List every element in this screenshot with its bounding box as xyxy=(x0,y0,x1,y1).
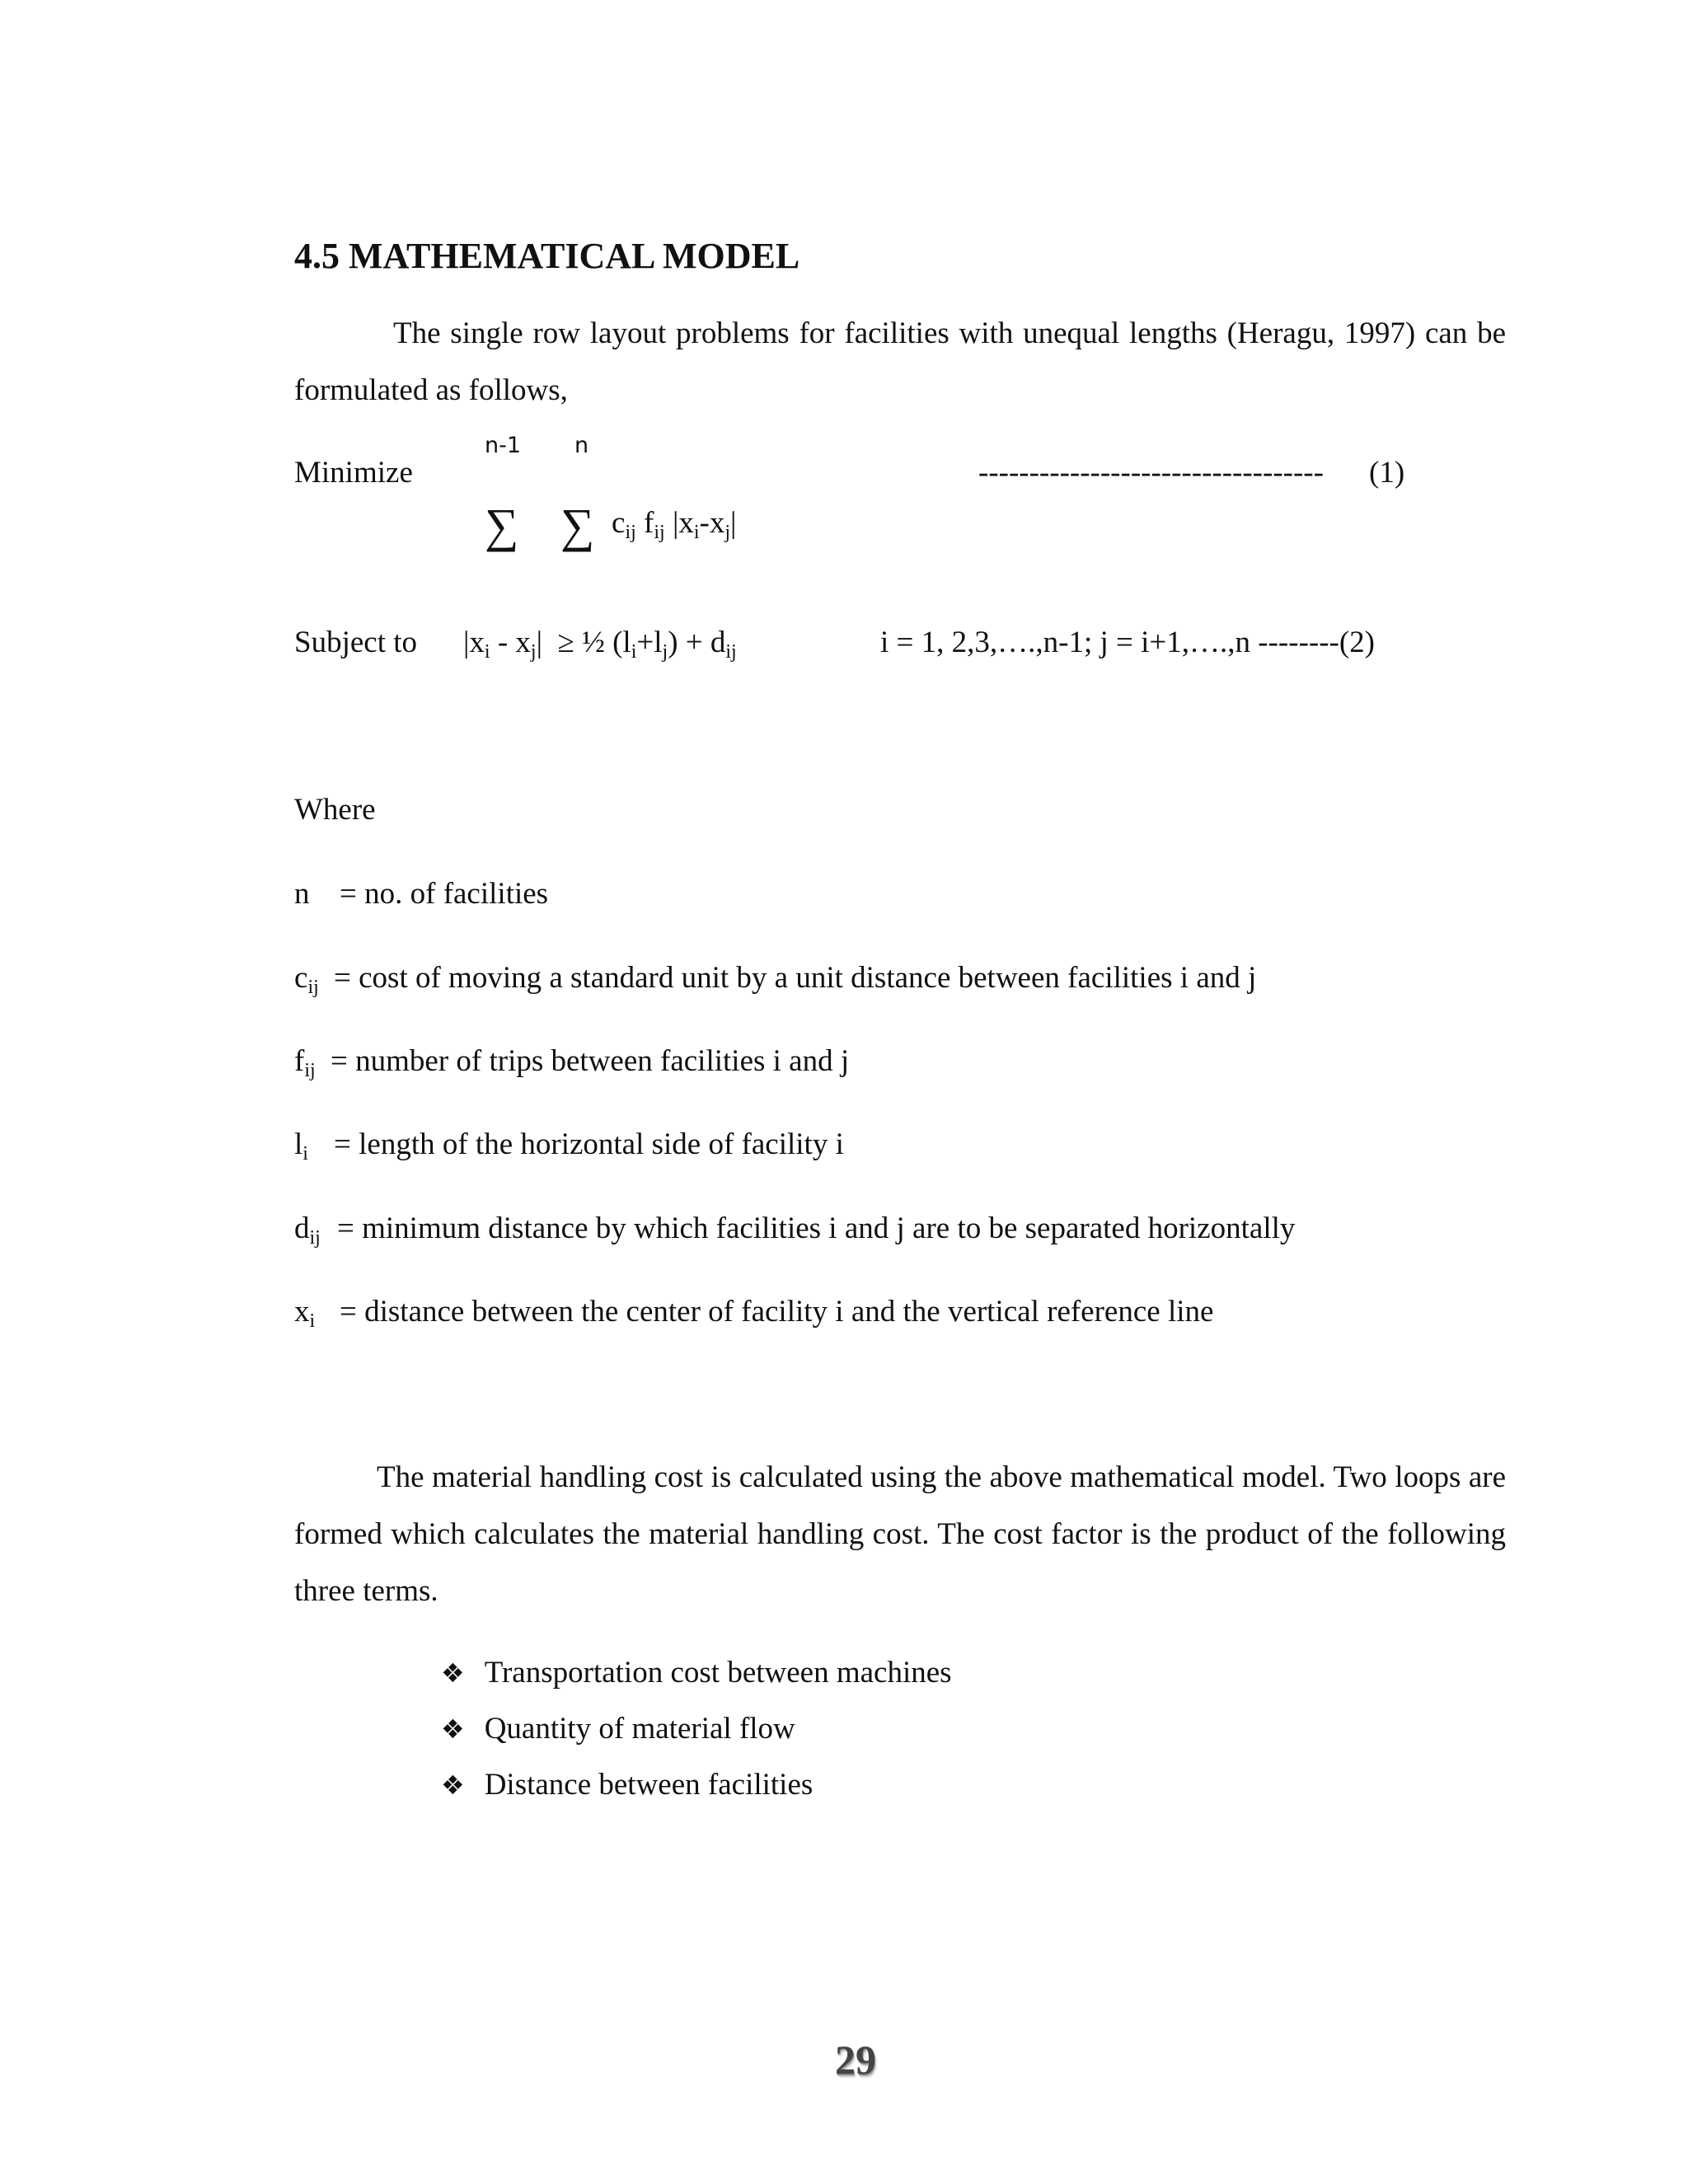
definition-c: $c_{ij} = \cos t$ of moving a standard unit by a unit distance between facilities i and j xyxy=(294,961,1257,998)
intro-text: The single row layout problems for facilities with unequal lengths (Heragu, 1997) can be formulated as follows, xyxy=(294,316,1506,407)
where-label: Where xyxy=(294,793,376,827)
inner-sum-upper-limit: n xyxy=(574,433,589,458)
definition-l: $l_i$ = length of the horizontal side of facility i xyxy=(294,1127,844,1165)
diamond-bullet-icon: ❖ xyxy=(441,1657,465,1689)
inner-sum-symbol: ∑ xyxy=(560,499,595,552)
outer-sum-upper-limit: n-1 xyxy=(485,433,522,458)
bullet-item: ❖ Distance between facilities xyxy=(441,1768,814,1802)
intro-paragraph xyxy=(294,305,1506,419)
section-heading: 4.5 MATHEMATICAL MODEL xyxy=(294,236,800,276)
definition-d: $d_{ij}$ = minimum distance by which facilities i and j are to be separated horizontally xyxy=(294,1212,1296,1249)
definition-x: $x_i$ = distance between the center of facility i and the vertical reference line xyxy=(294,1295,1214,1332)
equation-1-number: (1) xyxy=(1369,456,1405,490)
subject-to-label: Subject to xyxy=(294,626,418,659)
bullet-item: ❖ Quantity of material flow xyxy=(441,1712,795,1746)
diamond-bullet-icon: ❖ xyxy=(441,1769,465,1801)
constraint-expression: $|x_i - x_j|$ ≥ ½ $(l_i+l_j) + d_{ij}$ xyxy=(463,626,737,663)
closing-text: The material handling cost is calculated using the above mathematical model. Two loops are formed which calculates the material handling cost. The cost factor is the product of the following three terms. xyxy=(294,1460,1506,1608)
closing-paragraph xyxy=(294,1449,1506,1619)
definition-n: n = no. of facilities xyxy=(294,877,549,911)
bullet-item: ❖ Transportation cost between machines xyxy=(441,1656,952,1690)
minimize-label: Minimize xyxy=(294,456,413,490)
constraint-range: i = 1, 2,3,….,n-1; j = i+1,….,n --------(2) xyxy=(880,626,1376,659)
equation-1-leader: ---------------------------------- xyxy=(978,456,1324,490)
diamond-bullet-icon: ❖ xyxy=(441,1713,465,1745)
definition-f: $f_{ij}$ = number of trips between facilities i and j xyxy=(294,1044,850,1081)
outer-sum-symbol: ∑ xyxy=(485,499,519,552)
objective-term: $c_{ij}$ $f_{ij}$ $|x_i-x_j|$ xyxy=(612,506,737,543)
page-number: 29 xyxy=(835,2036,876,2083)
